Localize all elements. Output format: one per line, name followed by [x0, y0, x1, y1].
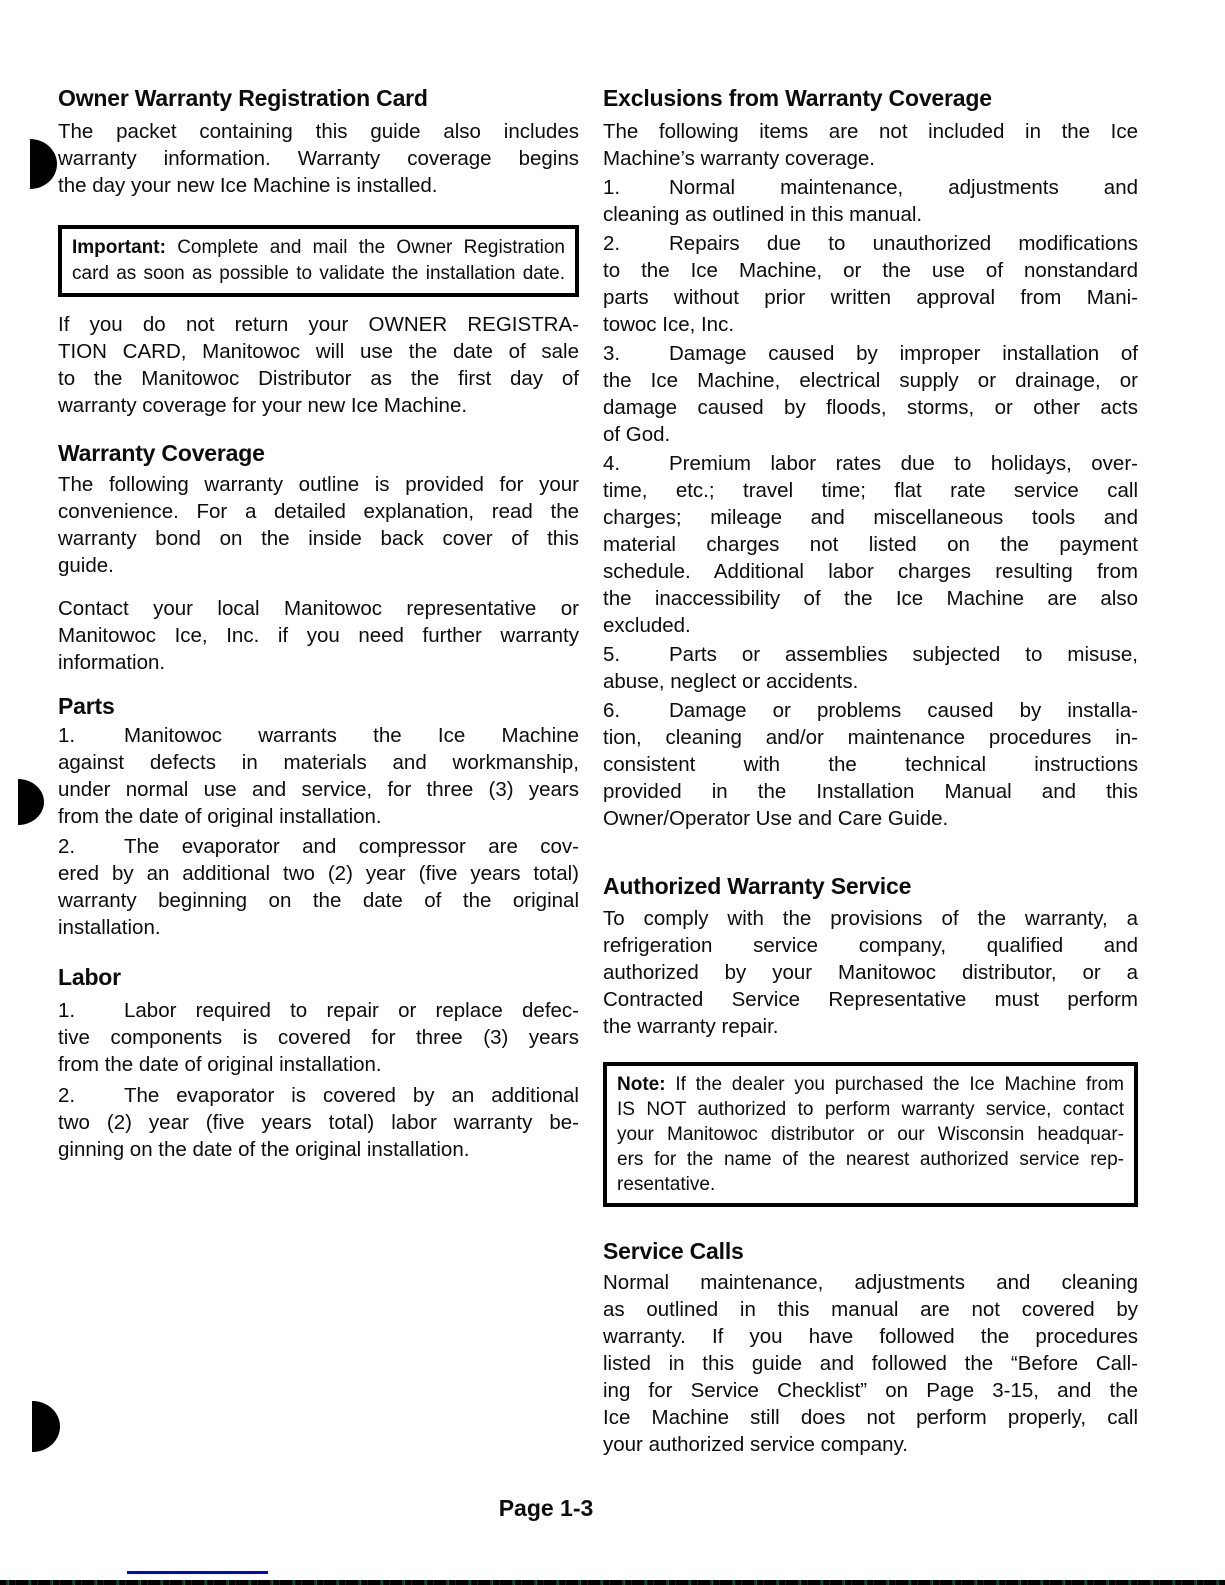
heading-exclusions: Exclusions from Warranty Coverage: [603, 85, 992, 111]
text-line: the inaccessibility of the Ice Machine are also: [603, 587, 1138, 610]
item-number: 2.: [603, 232, 621, 255]
exclusion-item-1: [603, 174, 1138, 228]
text-line: [617, 1072, 1124, 1097]
left-column: [58, 84, 579, 1163]
important-text: Complete and mail the Owner Registration: [177, 237, 565, 258]
text-line: listed in this guide and followed the “Before Call-: [603, 1352, 1138, 1375]
paragraph-service-calls: [603, 1269, 1138, 1458]
item-number: 1.: [58, 724, 76, 747]
text-line: [58, 1082, 579, 1109]
scan-edge-line: [0, 1580, 1225, 1585]
paragraph-packet: [58, 118, 579, 199]
text-line: the Ice Machine, electrical supply or drainage, or: [603, 369, 1138, 392]
important-label: Important:: [72, 237, 166, 258]
blue-underline: [127, 1571, 268, 1574]
text-line: charges; mileage and miscellaneous tools and: [603, 506, 1138, 529]
text-line: [603, 230, 1138, 257]
text-line: authorized by your Manitowoc distributor, or a: [603, 961, 1138, 984]
heading-authorized-warranty-service: Authorized Warranty Service: [603, 873, 912, 899]
heading-service-calls: Service Calls: [603, 1238, 744, 1264]
text-line: resentative.: [617, 1174, 716, 1195]
text-line: Normal maintenance, adjustments and cleaning: [603, 1271, 1138, 1294]
item-text: Repairs due to unauthorized modifications: [669, 232, 1138, 255]
text-line: tive components is covered for three (3) years: [58, 1026, 579, 1049]
paragraph-contact: [58, 595, 579, 676]
text-line: to the Manitowoc Distributor as the first day of: [58, 367, 579, 390]
text-line: Owner/Operator Use and Care Guide.: [603, 807, 949, 830]
text-line: to the Ice Machine, or the use of nonstandard: [603, 259, 1138, 282]
parts-item-2: [58, 833, 579, 941]
text-line: warranty information. Warranty coverage begins: [58, 147, 579, 170]
exclusion-item-2: [603, 230, 1138, 338]
text-line: from the date of original installation.: [58, 1053, 382, 1076]
item-number: 3.: [603, 342, 621, 365]
text-line: excluded.: [603, 614, 691, 637]
text-line: as outlined in this manual are not covered by: [603, 1298, 1138, 1321]
text-line: time, etc.; travel time; flat rate service call: [603, 479, 1138, 502]
text-line: Machine’s warranty coverage.: [603, 147, 875, 170]
exclusion-item-6: [603, 697, 1138, 832]
text-line: the day your new Ice Machine is installed.: [58, 174, 438, 197]
paragraph-comply: [603, 905, 1138, 1040]
text-line: convenience. For a detailed explanation, read the: [58, 500, 579, 523]
text-line: warranty. If you have followed the procedures: [603, 1325, 1138, 1348]
text-line: ginning on the date of the original installation.: [58, 1138, 470, 1161]
text-line: information.: [58, 651, 166, 674]
text-line: damage caused by floods, storms, or other acts: [603, 396, 1138, 419]
page-number: Page 1-3: [498, 1495, 594, 1521]
text-line: [603, 697, 1138, 724]
heading-labor: Labor: [58, 964, 121, 990]
item-text: The evaporator is covered by an additional: [124, 1084, 579, 1107]
item-number: 6.: [603, 699, 621, 722]
item-text: Parts or assemblies subjected to misuse,: [669, 643, 1138, 666]
paragraph-warranty-outline: [58, 471, 579, 579]
text-line: cleaning as outlined in this manual.: [603, 203, 923, 226]
text-line: ing for Service Checklist” on Page 3-15, and the: [603, 1379, 1138, 1402]
text-line: warranty bond on the inside back cover of this: [58, 527, 579, 550]
item-number: 1.: [603, 176, 621, 199]
text-line: [58, 833, 579, 860]
text-line: Manitowoc Ice, Inc. if you need further warranty: [58, 624, 579, 647]
item-text: The evaporator and compressor are cov-: [124, 835, 579, 858]
text-line: under normal use and service, for three (3) years: [58, 778, 579, 801]
text-line: the warranty repair.: [603, 1015, 779, 1038]
heading-owner-warranty-registration-card: Owner Warranty Registration Card: [58, 85, 428, 111]
note-box: [603, 1062, 1138, 1207]
text-line: [603, 174, 1138, 201]
text-line: warranty coverage for your new Ice Machine.: [58, 394, 468, 417]
item-text: Manitowoc warrants the Ice Machine: [124, 724, 579, 747]
item-text: Normal maintenance, adjustments and: [669, 176, 1138, 199]
text-line: of God.: [603, 423, 671, 446]
item-number: 2.: [58, 1084, 76, 1107]
text-line: your Manitowoc distributor or our Wisconsin headquar-: [617, 1124, 1124, 1145]
text-line: Ice Machine still does not perform properly, call: [603, 1406, 1138, 1429]
item-number: 2.: [58, 835, 76, 858]
item-text: Premium labor rates due to holidays, over-: [669, 452, 1138, 475]
item-text: Labor required to repair or replace defec-: [124, 999, 579, 1022]
right-column: [603, 84, 1138, 1458]
text-line: TION CARD, Manitowoc will use the date of sale: [58, 340, 579, 363]
text-line: abuse, neglect or accidents.: [603, 670, 859, 693]
exclusion-item-4: [603, 450, 1138, 639]
text-line: [58, 997, 579, 1024]
heading-parts: Parts: [58, 693, 115, 719]
labor-item-1: [58, 997, 579, 1078]
text-line: installation.: [58, 916, 161, 939]
text-line: To comply with the provisions of the warranty, a: [603, 907, 1138, 930]
heading-warranty-coverage: Warranty Coverage: [58, 440, 265, 466]
labor-item-2: [58, 1082, 579, 1163]
text-line: parts without prior written approval from Mani-: [603, 286, 1138, 309]
text-line: ered by an additional two (2) year (five years total): [58, 862, 579, 885]
parts-item-1: [58, 722, 579, 830]
item-number: 1.: [58, 999, 76, 1022]
text-line: [603, 450, 1138, 477]
text-line: IS NOT authorized to perform warranty service, contact: [617, 1099, 1124, 1120]
note-label: Note:: [617, 1074, 666, 1095]
item-text: Damage caused by improper installation of: [669, 342, 1138, 365]
text-line: schedule. Additional labor charges resulting from: [603, 560, 1138, 583]
paragraph-return-card: [58, 311, 579, 419]
text-line: [72, 235, 565, 261]
item-number: 5.: [603, 643, 621, 666]
text-line: Contact your local Manitowoc representative or: [58, 597, 579, 620]
text-line: The following warranty outline is provided for your: [58, 473, 579, 496]
text-line: [603, 641, 1138, 668]
text-line: two (2) year (five years total) labor warranty be-: [58, 1111, 579, 1134]
paragraph-exclusions-intro: [603, 118, 1138, 172]
scan-mark-icon: [18, 779, 44, 825]
text-line: your authorized service company.: [603, 1433, 908, 1456]
text-line: card as soon as possible to validate the installation date.: [72, 263, 565, 284]
text-line: material charges not listed on the payment: [603, 533, 1138, 556]
text-line: Contracted Service Representative must perform: [603, 988, 1138, 1011]
exclusion-item-5: [603, 641, 1138, 695]
text-line: provided in the Installation Manual and this: [603, 780, 1138, 803]
text-line: The following items are not included in the Ice: [603, 120, 1138, 143]
text-line: [58, 722, 579, 749]
exclusion-item-3: [603, 340, 1138, 448]
text-line: from the date of original installation.: [58, 805, 382, 828]
text-line: refrigeration service company, qualified and: [603, 934, 1138, 957]
scan-mark-icon: [30, 139, 57, 189]
item-number: 4.: [603, 452, 621, 475]
text-line: warranty beginning on the date of the original: [58, 889, 579, 912]
text-line: towoc Ice, Inc.: [603, 313, 735, 336]
text-line: against defects in materials and workmanship,: [58, 751, 579, 774]
text-line: tion, cleaning and/or maintenance procedures in-: [603, 726, 1138, 749]
text-line: If you do not return your OWNER REGISTRA-: [58, 313, 579, 336]
text-line: consistent with the technical instructions: [603, 753, 1138, 776]
item-text: Damage or problems caused by installa-: [669, 699, 1138, 722]
text-line: guide.: [58, 554, 114, 577]
note-text: If the dealer you purchased the Ice Machine from: [675, 1074, 1125, 1095]
important-box: [58, 225, 579, 297]
text-line: ers for the name of the nearest authorized service rep-: [617, 1149, 1124, 1170]
scan-mark-icon: [32, 1401, 60, 1452]
text-line: The packet containing this guide also includes: [58, 120, 579, 143]
text-line: [603, 340, 1138, 367]
